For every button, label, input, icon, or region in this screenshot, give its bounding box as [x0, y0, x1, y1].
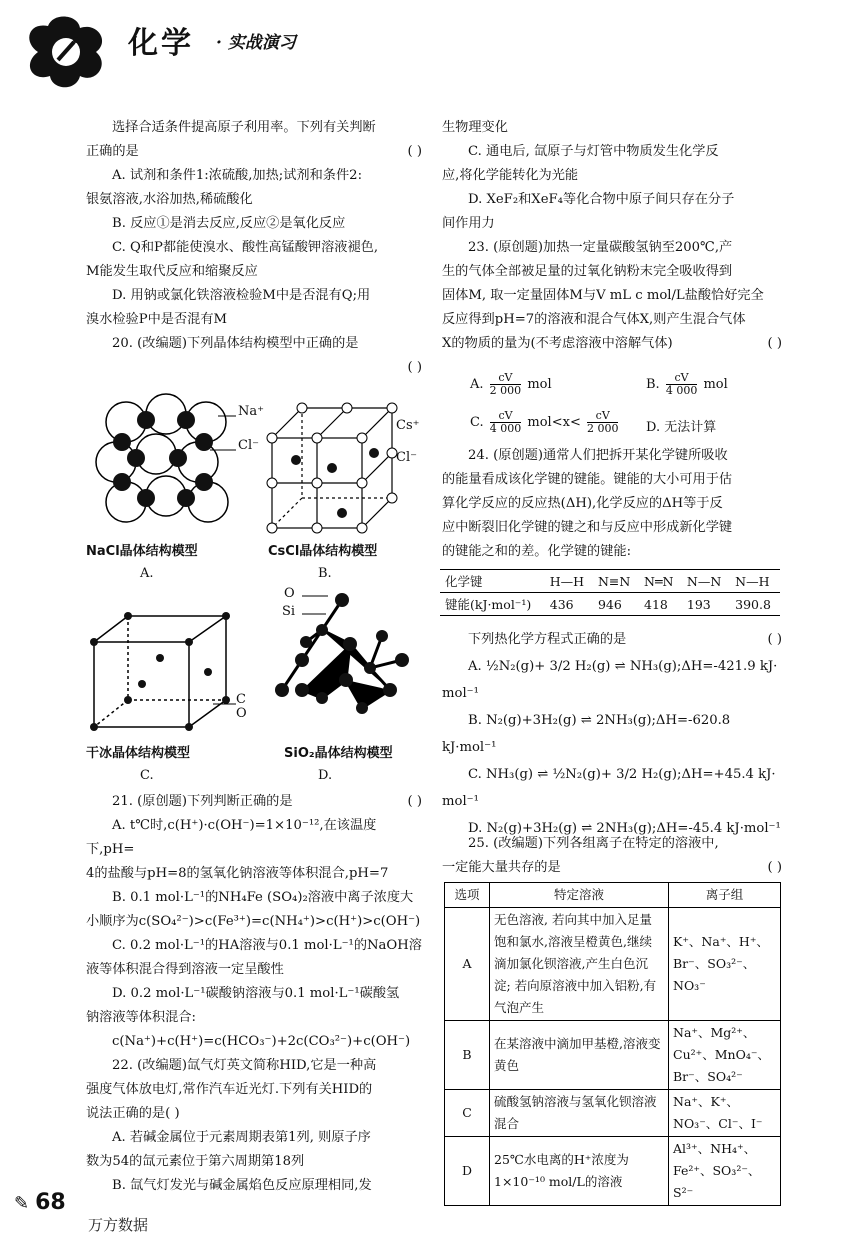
q21-line: 小顺序为c(SO₄²⁻)>c(Fe³⁺)=c(NH₄⁺)>c(H⁺)>c(OH⁻): [86, 914, 421, 929]
q21-line: A. t℃时,c(H⁺)·c(OH⁻)=1×10⁻¹²,在该温度下,pH=: [86, 818, 377, 857]
dry-ice-crystal-figure: [88, 612, 238, 732]
table-cell: K⁺、Na⁺、H⁺、Br⁻、SO₃²⁻、NO₃⁻: [669, 908, 781, 1021]
left-column: [86, 116, 422, 380]
q21-line: c(Na⁺)+c(H⁺)=c(HCO₃⁻)+2c(CO₃²⁻)+c(OH⁻): [112, 1034, 411, 1049]
cscl-crystal-figure: [262, 398, 412, 538]
q23-option-a: A. $\frac{cV}{2 000}$ mol: [470, 371, 552, 397]
q23-option-d: D. 无法计算: [646, 420, 717, 435]
table-cell: 436: [545, 593, 593, 616]
header-title: 化学: [128, 26, 194, 61]
chemistry-logo-icon: [18, 12, 118, 92]
q22-line: 数为54的氙元素位于第六周期第18列: [86, 1154, 305, 1169]
table-cell: N≡N: [593, 570, 639, 593]
q21-line: B. 0.1 mol·L⁻¹的NH₄Fe (SO₄)₂溶液中离子浓度大: [112, 890, 414, 905]
ion-table: [444, 882, 781, 1206]
right-column: [442, 116, 782, 356]
q24-option-b: B. N₂(g)+3H₂(g) ⇌ 2NH₃(g);ΔH=-620.8 kJ·mol⁻¹: [442, 713, 731, 755]
watermark-text: 万方数据: [88, 1216, 149, 1234]
caption-nacl: NaCl晶体结构模型: [86, 544, 198, 559]
table-row: [445, 1021, 781, 1090]
page-marker-icon: ✎: [14, 1193, 30, 1214]
table-header-row: [445, 883, 781, 908]
answer-paren: ( ): [407, 794, 422, 809]
q24-line: 24. (原创题)通常人们把拆开某化学键所吸收: [468, 448, 728, 463]
table-cell: N—N: [682, 570, 730, 593]
q20-stem: 20. (改编题)下列晶体结构模型中正确的是: [112, 336, 359, 351]
q19-option: A. 试剂和条件1:浓硫酸,加热;试剂和条件2:: [112, 168, 363, 183]
caption-dry-ice: 干冰晶体结构模型: [86, 746, 191, 761]
caption-cscl: CsCl晶体结构模型: [268, 544, 378, 559]
table-cell: 无色溶液, 若向其中加入足量饱和氯水,溶液呈橙黄色,继续滴加氯化钡溶液,产生白色沉淀; 若向原溶液中加入铝粉,有气泡产生: [490, 908, 669, 1021]
table-cell: A: [445, 908, 490, 1021]
table-cell: 硫酸氢钠溶液与氢氧化钡溶液混合: [490, 1090, 669, 1137]
q22-line: 强度气体放电灯,常作汽车近光灯.下列有关HID的: [86, 1082, 373, 1097]
table-cell: C: [445, 1090, 490, 1137]
answer-paren: ( ): [767, 336, 782, 351]
table-cell: Al³⁺、NH₄⁺、Fe²⁺、SO₃²⁻、S²⁻: [669, 1137, 781, 1206]
answer-paren: ( ): [767, 632, 782, 647]
q24-line: 的能量看成该化学键的键能。键能的大小可用于估: [442, 472, 733, 487]
q22-line: A. 若碱金属位于元素周期表第1列, 则原子序: [112, 1130, 371, 1145]
table-cell: N—H: [730, 570, 780, 593]
table-row: [445, 1090, 781, 1137]
q21-stem: 21. (原创题)下列判断正确的是 ( ): [86, 790, 422, 814]
table-cell: H—H: [545, 570, 593, 593]
table-row: [445, 1137, 781, 1206]
q23-option-c: C. $\frac{cV}{4 000}$ mol<x< $\frac{cV}{2 000}$: [470, 409, 619, 435]
table-row: [440, 593, 780, 616]
q24-option-d: D. N₂(g)+3H₂(g) ⇌ 2NH₃(g);ΔH=-45.4 kJ·mol⁻¹: [468, 821, 781, 836]
table-cell: 418: [639, 593, 682, 616]
answer-paren: ( ): [767, 860, 782, 875]
label-d: D.: [318, 768, 333, 783]
q22-line: B. 氙气灯发光与碱金属焰色反应原理相同,发: [112, 1178, 372, 1193]
q21-line: C. 0.2 mol·L⁻¹的HA溶液与0.1 mol·L⁻¹的NaOH溶: [112, 938, 422, 953]
q20-paren-line: [86, 356, 422, 380]
q19-option: 银氨溶液,水浴加热,稀硫酸化: [86, 192, 253, 207]
q24-option-a: A. ½N₂(g)+ 3/2 H₂(g) ⇌ NH₃(g);ΔH=-421.9 kJ·: [468, 659, 778, 674]
q23-options-row2: [470, 406, 790, 442]
label-cl: Cl⁻: [238, 438, 259, 453]
nacl-crystal-figure: [86, 392, 246, 532]
table-cell: 化学键: [440, 570, 545, 593]
q24-option-c: C. NH₃(g) ⇌ ½N₂(g)+ 3/2 H₂(g);ΔH=+45.4 kJ·: [468, 767, 776, 782]
table-cell: B: [445, 1021, 490, 1090]
q21-line: D. 0.2 mol·L⁻¹碳酸钠溶液与0.1 mol·L⁻¹碳酸氢: [112, 986, 400, 1001]
q24-option-a-unit: mol⁻¹: [442, 686, 479, 701]
q24-stem2: 下列热化学方程式正确的是 ( ): [442, 626, 782, 653]
table-cell: N═N: [639, 570, 682, 593]
label-c: C.: [140, 768, 154, 783]
q19-option: C. Q和P都能使溴水、酸性高锰酸钾溶液褪色,: [112, 240, 379, 255]
q22-cont-line: 生物理变化: [442, 120, 508, 135]
q19-option: 溴水检验P中是否混有M: [86, 312, 228, 327]
table-cell: D: [445, 1137, 490, 1206]
q23-option-b: B. $\frac{cV}{4 000}$ mol: [646, 371, 728, 397]
table-header: 离子组: [669, 883, 781, 908]
q19-option: M能发生取代反应和缩聚反应: [86, 264, 258, 279]
q23-line: 固体M, 取一定量固体M与V mL c mol/L盐酸恰好完全: [442, 288, 764, 303]
label-na: Na⁺: [238, 404, 264, 419]
q24-line: 算化学反应的反应热(ΔH),化学反应的ΔH等于反: [442, 496, 723, 511]
q23-line: 生的气体全部被足量的过氧化钠粉末完全吸收得到: [442, 264, 733, 279]
left-column-lower: [86, 790, 422, 1198]
bond-energy-table: [440, 569, 780, 616]
label-o: O: [284, 586, 295, 601]
q24-options: [442, 626, 782, 842]
table-row: [445, 908, 781, 1021]
table-cell: 键能(kJ·mol⁻¹): [440, 593, 545, 616]
caption-sio2: SiO₂晶体结构模型: [284, 746, 393, 761]
q21-line: 液等体积混合得到溶液一定呈酸性: [86, 962, 284, 977]
label-si: Si: [282, 604, 296, 619]
q23-line: X的物质的量为(不考虑溶液中溶解气体) ( ): [442, 332, 782, 356]
table-header: 特定溶液: [490, 883, 669, 908]
q22-cont-line: C. 通电后, 氙原子与灯管中物质发生化学反: [468, 144, 719, 159]
label-cs: Cs⁺: [396, 418, 420, 433]
q24-line: 的键能之和的差。化学键的键能:: [442, 544, 632, 559]
q25-line: 一定能大量共存的是 ( ): [442, 856, 782, 880]
table-cell: 193: [682, 593, 730, 616]
q22-cont-line: 间作用力: [442, 216, 495, 231]
q19-line: 选择合适条件提高原子利用率。下列有关判断: [112, 120, 376, 135]
page-header: [18, 12, 418, 92]
q23-options-row1: [470, 366, 790, 402]
table-header: 选项: [445, 883, 490, 908]
label-cl2: Cl⁻: [396, 450, 417, 465]
q22-cont-line: 应,将化学能转化为光能: [442, 168, 579, 183]
table-cell: 946: [593, 593, 639, 616]
label-b: B.: [318, 566, 332, 581]
table-cell: 25℃水电离的H⁺浓度为1×10⁻¹⁰ mol/L的溶液: [490, 1137, 669, 1206]
table-cell: Na⁺、K⁺、NO₃⁻、Cl⁻、I⁻: [669, 1090, 781, 1137]
label-c-atom: C: [236, 692, 246, 707]
q23-line: 反应得到pH=7的溶液和混合气体X,则产生混合气体: [442, 312, 746, 327]
q25-line: 25. (改编题)下列各组离子在特定的溶液中,: [468, 836, 719, 851]
table-cell: 在某溶液中滴加甲基橙,溶液变黄色: [490, 1021, 669, 1090]
page-number: ✎ 68: [14, 1190, 66, 1215]
q21-line: 4的盐酸与pH=8的氢氧化钠溶液等体积混合,pH=7: [86, 866, 389, 881]
table-cell: Na⁺、Mg²⁺、Cu²⁺、MnO₄⁻、Br⁻、SO₄²⁻: [669, 1021, 781, 1090]
q25-text: [442, 832, 782, 880]
label-a: A.: [140, 566, 154, 581]
q24-line: 应中断裂旧化学键的键之和与反应中形成新化学键: [442, 520, 733, 535]
table-cell: 390.8: [730, 593, 780, 616]
label-o-atom: O: [236, 706, 247, 721]
answer-paren: ( ): [407, 360, 422, 375]
q24-text: [442, 444, 782, 564]
q21-line: 钠溶液等体积混合:: [86, 1010, 196, 1025]
table-row: [440, 570, 780, 593]
answer-paren: ( ): [407, 144, 422, 159]
q23-line: 23. (原创题)加热一定量碳酸氢钠至200℃,产: [468, 240, 733, 255]
q24-option-c-unit: mol⁻¹: [442, 794, 479, 809]
q22-line: 22. (改编题)氙气灯英文简称HID,它是一种高: [112, 1058, 377, 1073]
header-subtitle: · 实战演习: [216, 33, 296, 53]
q19-option: B. 反应①是消去反应,反应②是氧化反应: [112, 216, 346, 231]
q19-option: D. 用钠或氯化铁溶液检验M中是否混有Q;用: [112, 288, 371, 303]
q22-cont-line: D. XeF₂和XeF₄等化合物中原子间只存在分子: [468, 192, 735, 207]
q22-line: 说法正确的是( ): [86, 1106, 180, 1121]
q19-line: 正确的是 ( ): [86, 140, 422, 164]
